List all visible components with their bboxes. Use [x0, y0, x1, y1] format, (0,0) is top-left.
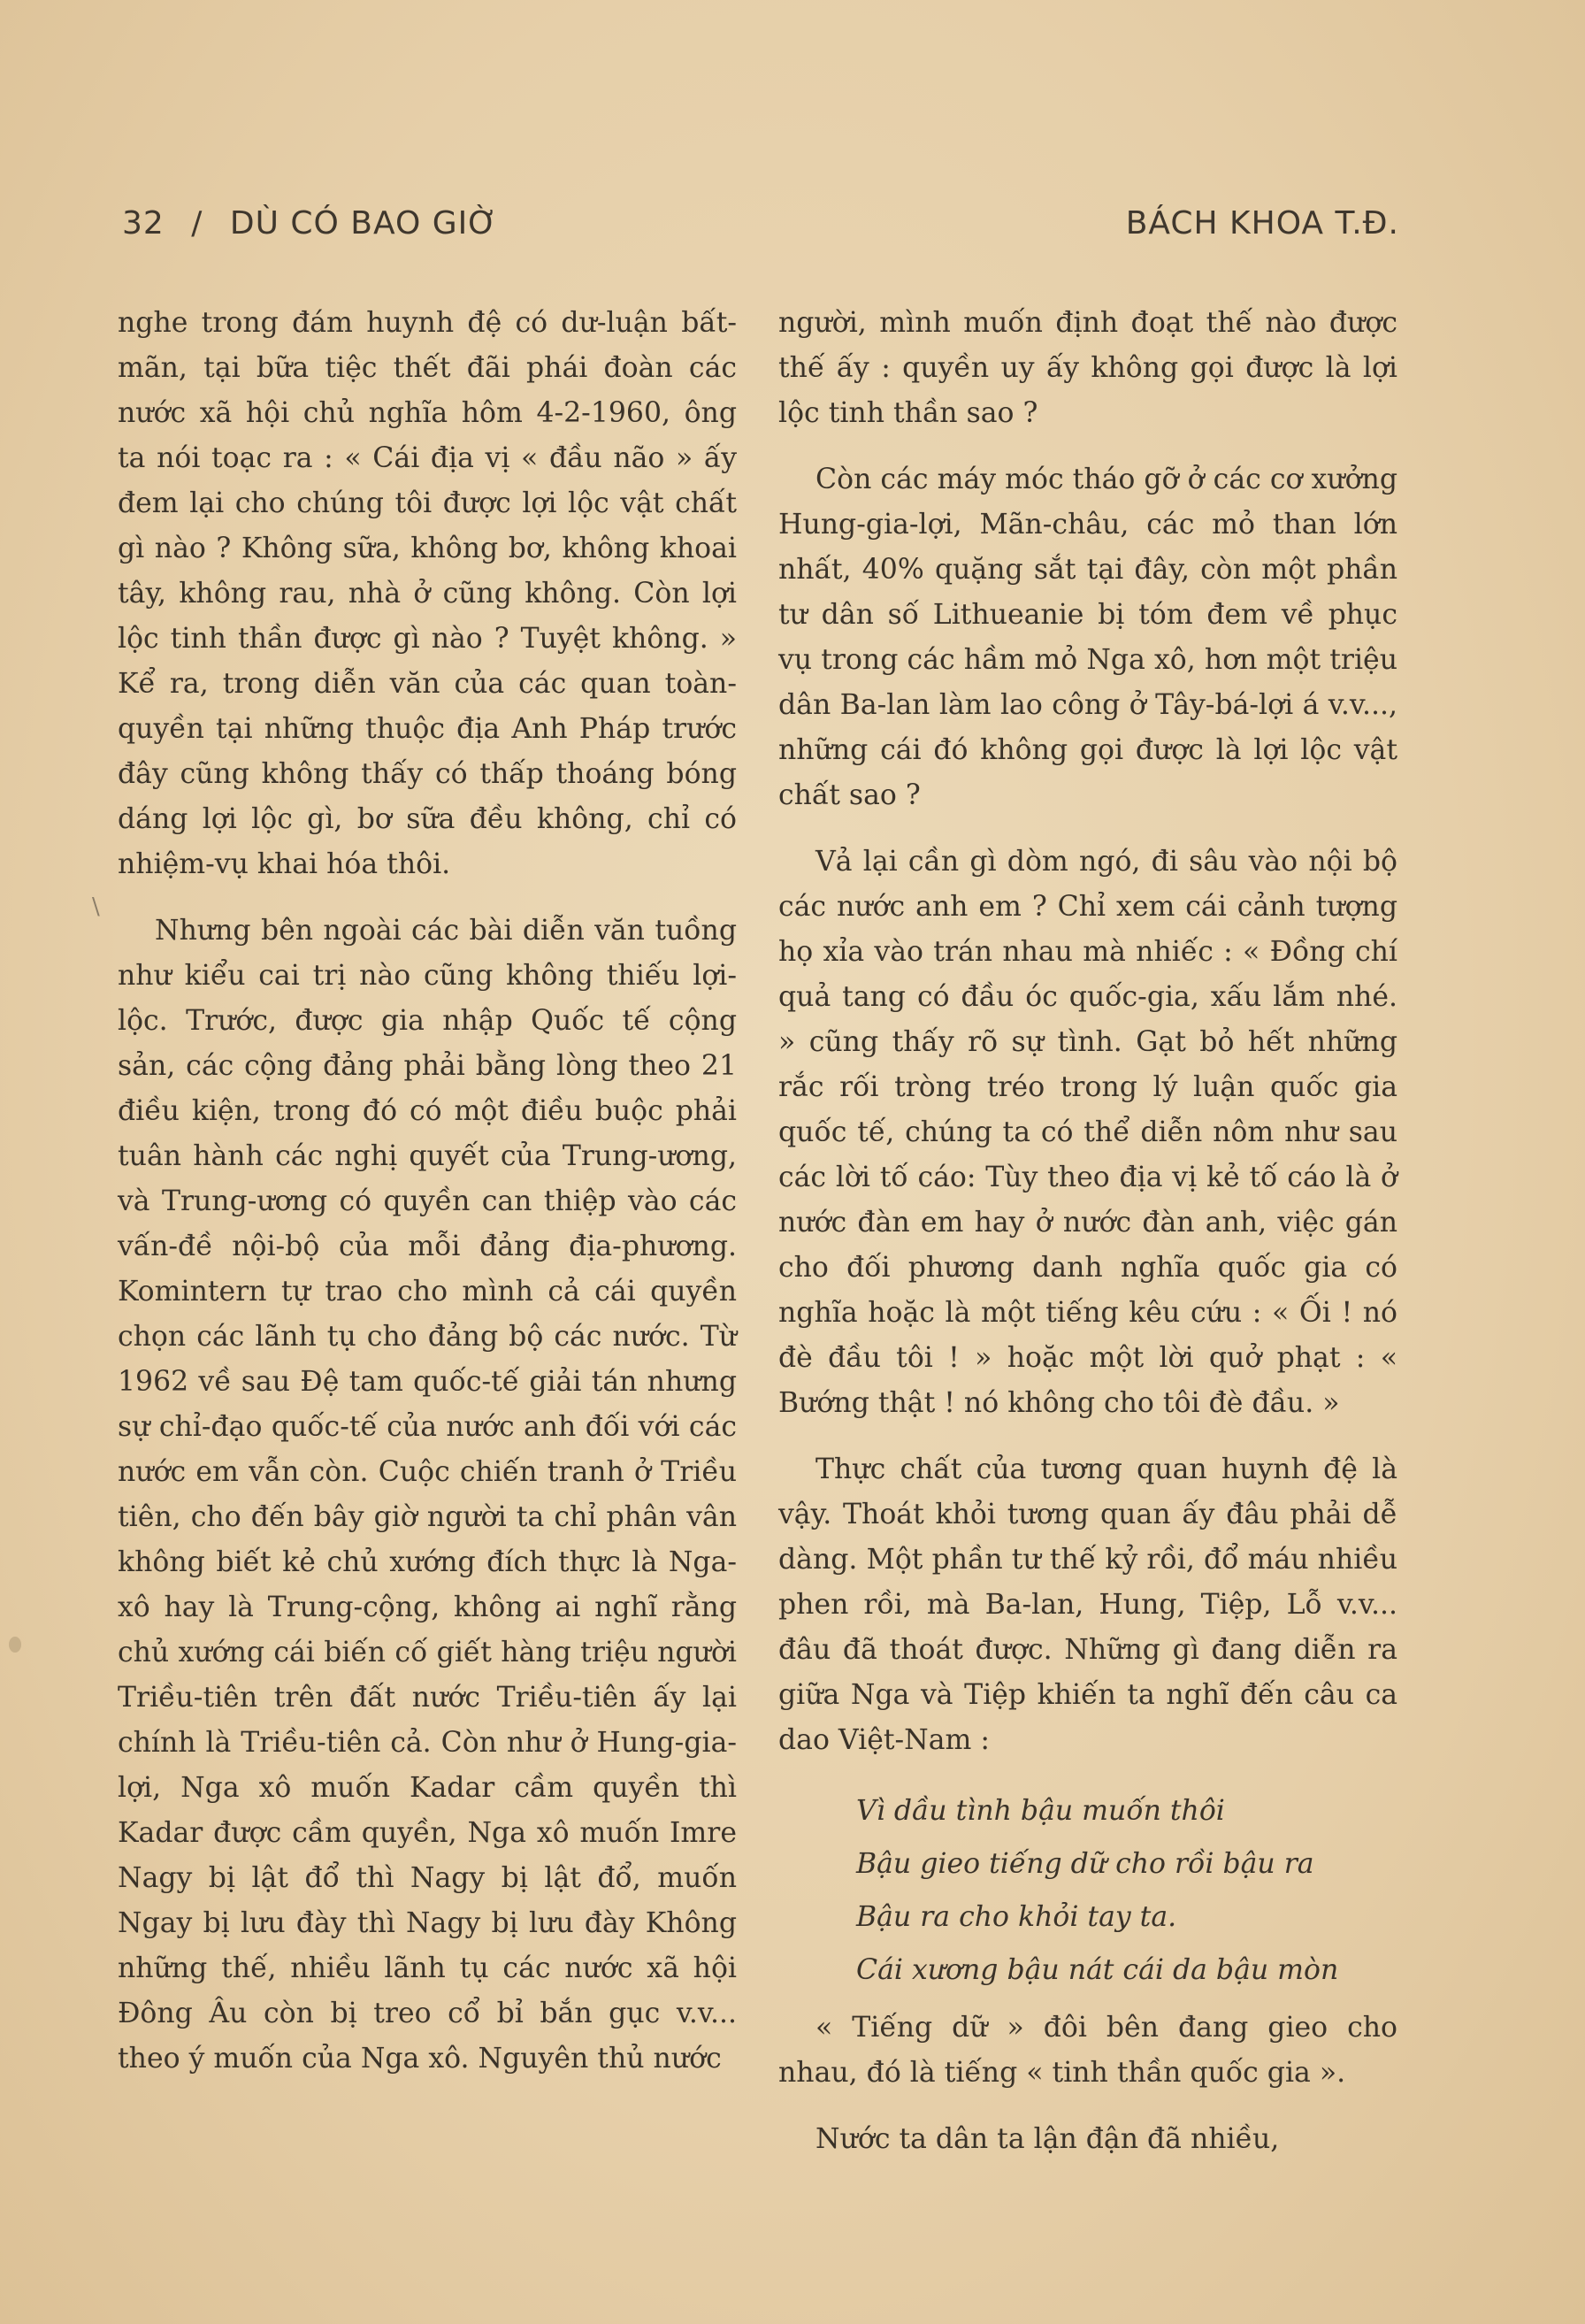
paragraph: nghe trong đám huynh đệ có dư-luận bất-mãn, tại bữa tiệc thết đãi phái đoàn các nước xã hội chủ nghĩa hôm 4-2-1960, ông ta nói toạc ra : « Cái địa vị « đầu não » ấy đem lại cho chúng tôi được lợi lộc vật chất gì nào ? Không sữa, không bơ, không khoai tây, không rau, nhà ở cũng không. Còn lợi lộc tinh thần được gì nào ? Tuyệt không. » Kể ra, trong diễn văn của các quan toàn-quyền tại những thuộc địa Anh Pháp trước đây cũng không thấy có thấp thoáng bóng dáng lợi lộc gì, bơ sữa đều không, chỉ có nhiệm-vụ khai hóa thôi.	[118, 307, 737, 880]
paragraph: người, mình muốn định đoạt thế nào được thế ấy : quyền uy ấy không gọi được là lợi lộc tinh thần sao ?	[778, 307, 1397, 429]
header-separator: /	[191, 204, 203, 242]
paragraph: Thực chất của tương quan huynh đệ là vậy. Thoát khỏi tương quan ấy đâu phải dễ dàng. Một phần tư thế kỷ rồi, đổ máu nhiều phen rồi, mà Ba-lan, Hung, Tiệp, Lỗ v.v... đâu đã thoát được. Những gì đang diễn ra giữa Nga và Tiệp khiến ta nghĩ đến câu ca dao Việt-Nam :	[778, 1453, 1397, 1756]
poem-line: Vì dầu tình bậu muốn thôi	[856, 1795, 1225, 1827]
folk-poem	[856, 1784, 1397, 1997]
paragraph: Vả lại cần gì dòm ngó, đi sâu vào nội bộ các nước anh em ? Chỉ xem cái cảnh tượng họ xỉa vào trán nhau mà nhiếc : « Đồng chí quả tang có đầu óc quốc-gia, xấu lắm nhé. » cũng thấy rõ sự tình. Gạt bỏ hết những rắc rối tròng tréo trong lý luận quốc gia quốc tế, chúng ta có thể diễn nôm như sau các lời tố cáo: Tùy theo địa vị kẻ tố cáo là ở nước đàn em hay ở nước đàn anh, việc gán cho đối phương danh nghĩa quốc gia có nghĩa hoặc là một tiếng kêu cứu : « Ối ! nó đè đầu tôi ! » hoặc một lời quở phạt : « Bướng thật ! nó không cho tôi đè đầu. »	[778, 846, 1397, 1419]
article-title: DÙ CÓ BAO GIỜ	[229, 204, 499, 242]
poem-line: Cái xương bậu nát cái da bậu mòn	[856, 1954, 1339, 1986]
poem-line: Bậu gieo tiếng dữ cho rồi bậu ra	[856, 1848, 1314, 1880]
paragraph: Còn các máy móc tháo gỡ ở các cơ xưởng Hung-gia-lợi, Mãn-châu, các mỏ than lớn nhất, 40% quặng sắt tại đây, còn một phần tư dân số Lithueanie bị tóm đem về phục vụ trong các hầm mỏ Nga xô, hơn một triệu dân Ba-lan làm lao công ở Tây-bá-lợi á v.v..., những cái đó không gọi được là lợi lộc vật chất sao ?	[778, 464, 1397, 811]
header-left	[122, 205, 514, 242]
page-number: 32	[122, 204, 165, 242]
stain-icon	[9, 1637, 21, 1653]
margin-mark-icon: \	[92, 894, 100, 920]
left-column	[118, 301, 737, 2103]
right-column	[778, 301, 1397, 2183]
running-header	[122, 196, 1399, 249]
paragraph: Nhưng bên ngoài các bài diễn văn tuồng như kiểu cai trị nào cũng không thiếu lợi-lộc. Trước, được gia nhập Quốc tế cộng sản, các cộng đảng phải bằng lòng theo 21 điều kiện, trong đó có một điều buộc phải tuân hành các nghị quyết của Trung-ương, và Trung-ương có quyền can thiệp vào các vấn-đề nội-bộ của mỗi đảng địa-phương. Komintern tự trao cho mình cả cái quyền chọn các lãnh tụ cho đảng bộ các nước. Từ 1962 về sau Đệ tam quốc-tế giải tán nhưng sự chỉ-đạo quốc-tế của nước anh đối với các nước em vẫn còn. Cuộc chiến tranh ở Triều tiên, cho đến bây giờ người ta chỉ phân vân không biết kẻ chủ xướng đích thực là Nga-xô hay là Trung-cộng, không ai nghĩ rằng chủ xướng cái biến cố giết hàng triệu người Triều-tiên trên đất nước Triều-tiên ấy lại chính là Triều-tiên cả. Còn như ở Hung-gia-lợi, Nga xô muốn Kadar cầm quyền thì Kadar được cầm quyền, Nga xô muốn Imre Nagy bị lật đổ thì Nagy bị lật đổ, muốn Ngay bị lưu đày thì Nagy bị lưu đày Không những thế, nhiều lãnh tụ các nước xã hội Đông Âu còn bị treo cổ bỉ bắn gục v.v... theo ý muốn của Nga xô. Nguyên thủ nước	[118, 915, 737, 2075]
paragraph: « Tiếng dữ » đôi bên đang gieo cho nhau, đó là tiếng « tinh thần quốc gia ».	[778, 2012, 1397, 2089]
paragraph: Nước ta dân ta lận đận đã nhiều,	[815, 2123, 1280, 2155]
magazine-name: BÁCH KHOA T.Đ.	[1125, 204, 1399, 242]
poem-line: Bậu ra cho khỏi tay ta.	[856, 1901, 1177, 1933]
